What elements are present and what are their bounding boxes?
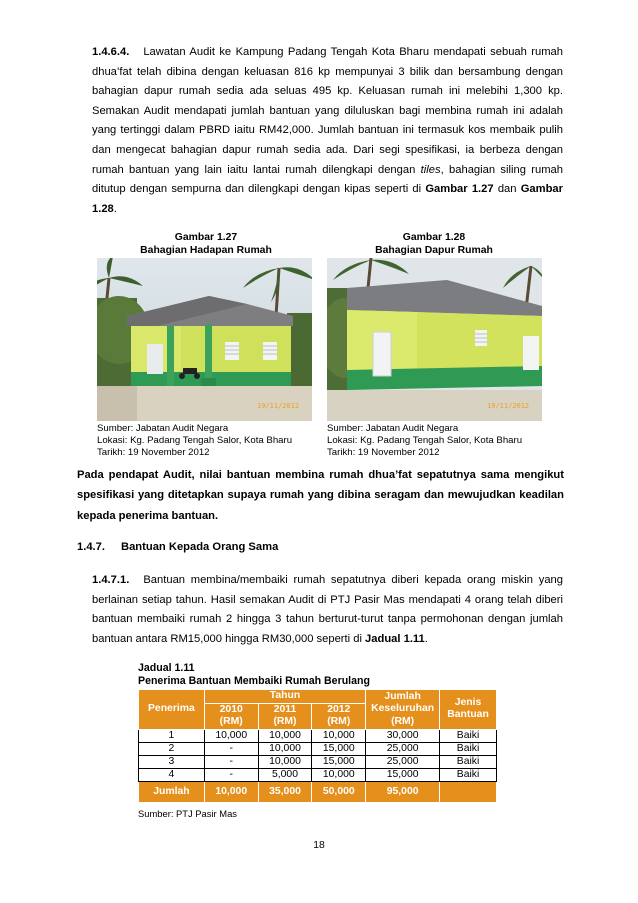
- house-kitchen-photo: [327, 258, 542, 421]
- source-line: Sumber: Jabatan Audit Negara: [97, 423, 229, 434]
- figure-ref-1: Gambar 1.27: [425, 183, 494, 196]
- photo-date-stamp: 19/11/2012: [257, 402, 300, 410]
- table-cell: 10,000: [312, 769, 366, 782]
- house-front-photo: [97, 258, 312, 421]
- paragraph-1-4-7-1: [92, 571, 563, 649]
- paragraph-number: 1.4.6.4.: [92, 46, 130, 58]
- table-cell: -: [204, 755, 258, 768]
- table-cell: -: [204, 742, 258, 755]
- figure-1-caption: [100, 231, 312, 257]
- table-cell: 15,000: [312, 755, 366, 768]
- paragraph-number: 1.4.7.1.: [92, 574, 130, 586]
- date-line: Tarikh: 19 November 2012: [327, 446, 440, 458]
- figure-1-source: [97, 423, 317, 458]
- recipients-table: [138, 689, 497, 803]
- source-line: Sumber: Jabatan Audit Negara: [327, 423, 459, 434]
- date-line: Tarikh: 19 November 2012: [97, 446, 210, 458]
- table-cell: 2: [139, 742, 205, 755]
- table-title: [138, 662, 370, 688]
- table-cell: Baiki: [440, 755, 497, 768]
- header-tahun: Tahun: [204, 690, 365, 704]
- table-cell: 15,000: [312, 742, 366, 755]
- figure-label: Gambar 1.28: [402, 232, 466, 243]
- paragraph-text: Lawatan Audit ke Kampung Padang Tengah Kota Bharu mendapati sebuah rumah dhua’fat telah dibina dengan keluasan 816 kp mempunyai 3 bilik dan bersambung dengan bahagian dapur rumah sedia ada seluas 495 kp. Keluasan rumah ini melebihi 1,300 kp. Semakan Audit mendapati jumlah bantuan yang diluluskan bagi membina rumah ini adalah yang tertinggi dalam PBRD iaitu RM42,000. Jumlah bantuan ini termasuk kos membaik pulih dan mengecat bahagian dapur rumah sedia ada. Dari segi spesifikasi, ia berbeza dengan rumah bantuan yang lain iaitu lantai rumah dilengkapi dengan: [92, 46, 563, 176]
- table-cell: 5,000: [258, 769, 312, 782]
- figure-ref-2: Gambar 1.28: [92, 183, 563, 215]
- unit-label: (RM): [219, 716, 243, 727]
- total-cell: [440, 782, 497, 803]
- house-kitchen-illustration: [327, 258, 542, 421]
- table-row: [139, 742, 497, 755]
- table-cell: Baiki: [440, 729, 497, 742]
- header-jumlah-unit: (RM): [391, 715, 415, 727]
- table-cell: 25,000: [366, 742, 440, 755]
- total-cell: 35,000: [258, 782, 312, 803]
- sentence-end: .: [424, 632, 428, 645]
- section-number: 1.4.7.: [77, 541, 105, 553]
- year-label: 2011: [273, 703, 297, 715]
- year-label: 2010: [219, 703, 243, 715]
- total-cell: 10,000: [204, 782, 258, 803]
- total-cell: 95,000: [366, 782, 440, 803]
- table-cell: 3: [139, 755, 205, 768]
- table-ref: Jadual 1.11: [365, 632, 425, 645]
- table-cell: 1: [139, 729, 205, 742]
- table-cell: 10,000: [258, 755, 312, 768]
- header-2012: [312, 703, 366, 729]
- section-heading: [77, 541, 278, 553]
- table-cell: 10,000: [204, 729, 258, 742]
- location-line: Lokasi: Kg. Padang Tengah Salor, Kota Bharu: [97, 434, 293, 446]
- paragraph-text-cont: , bahagian siling rumah ditutup dengan sempurna dan dilengkapi dengan kipas seperti di: [92, 163, 563, 196]
- paragraph-text: Bantuan membina/membaiki rumah sepatutnya diberi kepada orang miskin yang berlainan setiap tahun. Hasil semakan Audit di PTJ Pasir Mas mendapati 4 orang telah diberi bantuan membaiki rumah 2 hingga 3 tahun berturut-turut tanpa permohonan dengan jumlah bantuan antara RM15,000 hingga RM30,000 seperti di: [92, 574, 563, 645]
- figure-label: Gambar 1.27: [174, 232, 238, 243]
- conjunction: dan: [493, 183, 521, 196]
- table-cell: 10,000: [258, 729, 312, 742]
- figure-title: Bahagian Hadapan Rumah: [140, 245, 272, 256]
- table-cell: 30,000: [366, 729, 440, 742]
- header-jumlah-line2: Keseluruhan: [371, 703, 435, 714]
- header-2010: [204, 703, 258, 729]
- figure-title: Bahagian Dapur Rumah: [375, 245, 493, 256]
- location-line: Lokasi: Kg. Padang Tengah Salor, Kota Bharu: [327, 434, 523, 446]
- table-source: Sumber: PTJ Pasir Mas: [138, 808, 237, 819]
- table-row: [139, 755, 497, 768]
- table-cell: -: [204, 769, 258, 782]
- header-jenis-line1: Jenis: [454, 696, 482, 708]
- page-number: 18: [313, 840, 325, 851]
- table-cell: Baiki: [440, 742, 497, 755]
- table-cell: 10,000: [312, 729, 366, 742]
- header-penerima: Penerima: [139, 690, 205, 730]
- table-cell: 15,000: [366, 769, 440, 782]
- year-label: 2012: [327, 703, 351, 715]
- tiles-term: tiles: [420, 163, 441, 176]
- figure-2-source: [327, 423, 547, 458]
- paragraph-1-4-6-4: [92, 43, 563, 219]
- table-total-row: [139, 782, 497, 803]
- table-row: [139, 729, 497, 742]
- header-jenis-line2: Bantuan: [447, 709, 489, 721]
- figure-2-caption: [328, 231, 540, 257]
- table-row: [139, 769, 497, 782]
- total-cell: 50,000: [312, 782, 366, 803]
- table-cell: 4: [139, 769, 205, 782]
- header-2011: [258, 703, 312, 729]
- header-jumlah: [366, 690, 440, 730]
- unit-label: (RM): [327, 716, 351, 727]
- sentence-end: .: [113, 202, 117, 215]
- house-front-illustration: [97, 258, 312, 421]
- total-label: Jumlah: [139, 782, 205, 803]
- photo-date-stamp: 19/11/2012: [487, 402, 530, 410]
- header-jenis: [440, 690, 497, 730]
- section-title: Bantuan Kepada Orang Sama: [121, 541, 279, 553]
- header-jumlah-line1: Jumlah: [384, 690, 421, 702]
- unit-label: (RM): [273, 716, 297, 727]
- table-cell: 25,000: [366, 755, 440, 768]
- table-caption: Penerima Bantuan Membaiki Rumah Berulang: [138, 675, 370, 687]
- table-cell: Baiki: [440, 769, 497, 782]
- audit-opinion: Pada pendapat Audit, nilai bantuan membina rumah dhua’fat sepatutnya sama mengikut spesifikasi yang ditetapkan supaya rumah yang dibina seragam dan mewujudkan keadilan kepada penerima bantuan.: [77, 469, 564, 522]
- table-label: Jadual 1.11: [138, 662, 195, 674]
- table-cell: 10,000: [258, 742, 312, 755]
